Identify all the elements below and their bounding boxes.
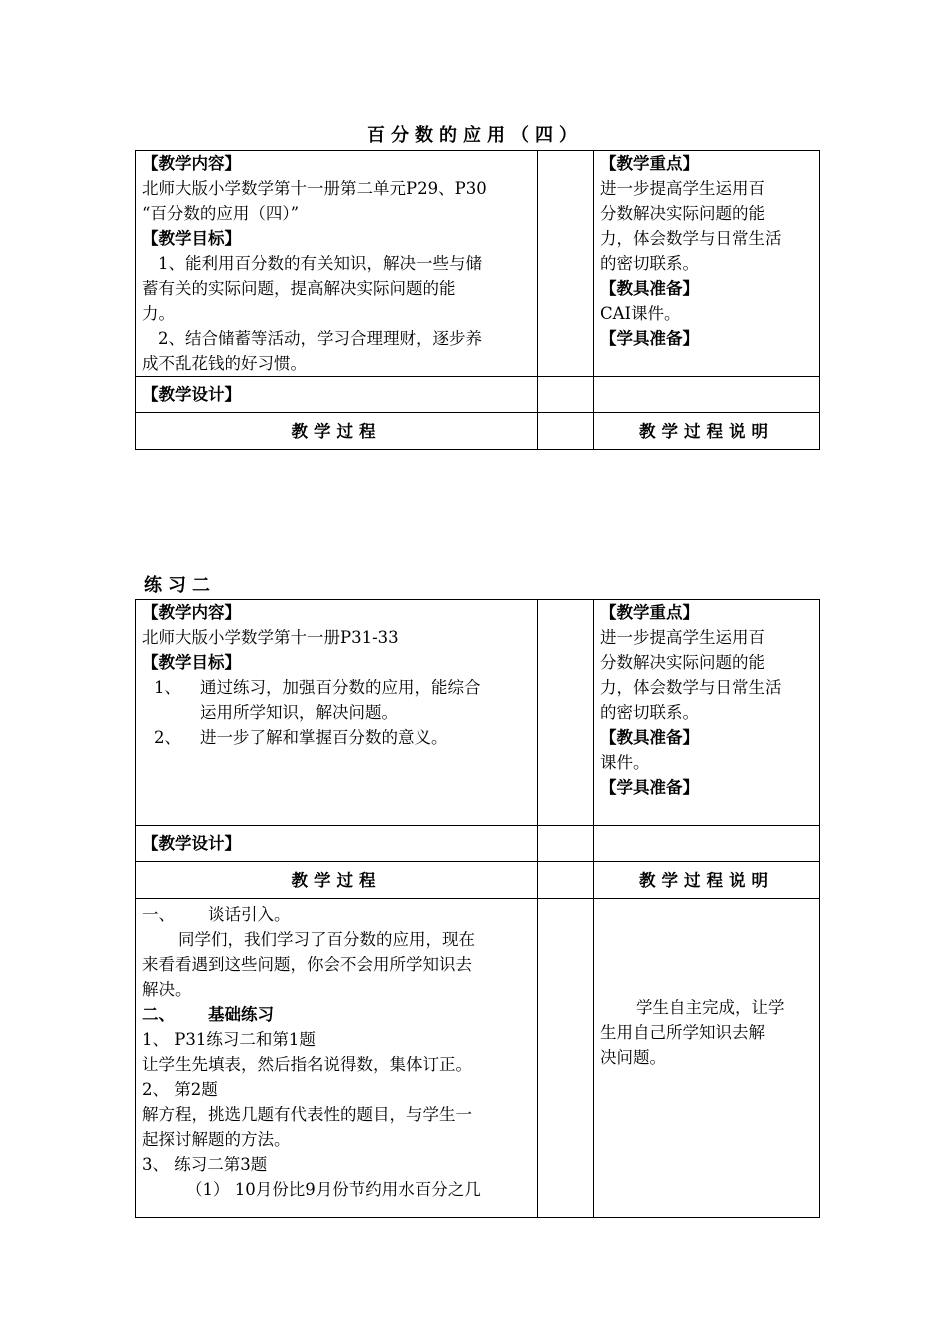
design-cell — [136, 826, 538, 862]
note-line: 生用自己所学知识去解 — [600, 1023, 765, 1042]
exercise-desc: 起探讨解题的方法。 — [142, 1130, 291, 1149]
page-title: 百分数的应用（四） — [367, 125, 583, 146]
exercise-desc: 让学生先填表，然后指名说得数，集体订正。 — [142, 1055, 472, 1074]
content-line: “百分数的应用（四）” — [142, 204, 300, 223]
focus-heading: 【教学重点】 — [600, 154, 699, 173]
process-note-header: 教学过程说明 — [594, 413, 820, 450]
spacer-cell — [538, 826, 594, 862]
process-line: 同学们，我们学习了百分数的应用，现在 — [178, 930, 475, 949]
focus-cell — [594, 600, 820, 826]
student-tools-heading: 【学具准备】 — [600, 329, 699, 348]
goal-heading: 【教学目标】 — [142, 229, 241, 248]
lesson-plan-table-2 — [135, 599, 820, 1218]
spacer-cell — [538, 600, 594, 826]
exercise-subitem: （1） 10月份比9月份节约用水百分之几 — [186, 1180, 481, 1199]
content-heading: 【教学内容】 — [142, 603, 241, 622]
empty-cell — [594, 826, 820, 862]
goal-line: 蓄有关的实际问题，提高解决实际问题的能 — [142, 279, 456, 298]
process-note-header: 教学过程说明 — [594, 862, 820, 899]
goal-line: 进一步了解和掌握百分数的意义。 — [200, 728, 448, 747]
process-line: 来看看遇到这些问题，你会不会用所学知识去 — [142, 955, 472, 974]
design-cell — [136, 377, 538, 413]
note-line: 决问题。 — [600, 1048, 666, 1067]
focus-line: 进一步提高学生运用百 — [600, 179, 765, 198]
process-header: 教学过程 — [136, 413, 538, 450]
content-line: 北师大版小学数学第十一册P31-33 — [142, 628, 399, 647]
goal-line: 成不乱花钱的好习惯。 — [142, 354, 307, 373]
exercise-item: 3、 练习二第3题 — [142, 1155, 268, 1174]
focus-cell — [594, 151, 820, 377]
goal-item — [142, 725, 531, 750]
section-title: 练习二 — [144, 575, 216, 596]
tools-heading: 【教具准备】 — [600, 728, 699, 747]
goal-line: 2、结合储蓄等活动，学习合理理财，逐步养 — [158, 329, 482, 348]
spacer-cell — [538, 899, 594, 1218]
focus-line: 的密切联系。 — [600, 254, 699, 273]
focus-line: 的密切联系。 — [600, 703, 699, 722]
focus-line: 进一步提高学生运用百 — [600, 628, 765, 647]
spacer-cell — [538, 151, 594, 377]
note-line: 学生自主完成，让学 — [636, 998, 785, 1017]
goal-line: 通过练习，加强百分数的应用，能综合 — [200, 678, 481, 697]
focus-line: 分数解决实际问题的能 — [600, 204, 765, 223]
note-cell — [594, 899, 820, 1218]
step-number: 一、 — [142, 905, 175, 924]
goal-line: 1、能利用百分数的有关知识，解决一些与储 — [158, 254, 482, 273]
goal-line: 力。 — [142, 304, 175, 323]
step-title: 谈话引入。 — [208, 905, 291, 924]
content-cell — [136, 600, 538, 826]
step-number: 二、 — [142, 1005, 175, 1024]
spacer-cell — [538, 413, 594, 450]
lesson-plan-table-1 — [135, 150, 820, 450]
step-heading — [142, 902, 531, 927]
exercise-item: 2、 第2题 — [142, 1080, 218, 1099]
tools-text: 课件。 — [600, 753, 650, 772]
exercise-item: 1、 P31练习二和第1题 — [142, 1030, 316, 1049]
empty-cell — [594, 377, 820, 413]
goal-heading: 【教学目标】 — [142, 653, 241, 672]
focus-line: 力，体会数学与日常生活 — [600, 678, 782, 697]
goal-number: 1、 — [154, 678, 181, 697]
focus-line: 分数解决实际问题的能 — [600, 653, 765, 672]
process-cell — [136, 899, 538, 1218]
tools-heading: 【教具准备】 — [600, 279, 699, 298]
exercise-desc: 解方程，挑选几题有代表性的题目，与学生一 — [142, 1105, 472, 1124]
goal-item — [142, 675, 531, 725]
spacer-cell — [538, 377, 594, 413]
content-line: 北师大版小学数学第十一册第二单元P29、P30 — [142, 179, 487, 198]
design-heading: 【教学设计】 — [142, 385, 241, 404]
content-heading: 【教学内容】 — [142, 154, 241, 173]
step-heading — [142, 1002, 531, 1027]
focus-line: 力，体会数学与日常生活 — [600, 229, 782, 248]
goal-number: 2、 — [154, 728, 181, 747]
spacer-cell — [538, 862, 594, 899]
step-title: 基础练习 — [208, 1005, 274, 1024]
goal-line: 运用所学知识，解决问题。 — [200, 703, 398, 722]
tools-text: CAI课件。 — [600, 304, 681, 323]
content-cell — [136, 151, 538, 377]
student-tools-heading: 【学具准备】 — [600, 778, 699, 797]
process-line: 解决。 — [142, 980, 192, 999]
process-header: 教学过程 — [136, 862, 538, 899]
design-heading: 【教学设计】 — [142, 834, 241, 853]
focus-heading: 【教学重点】 — [600, 603, 699, 622]
